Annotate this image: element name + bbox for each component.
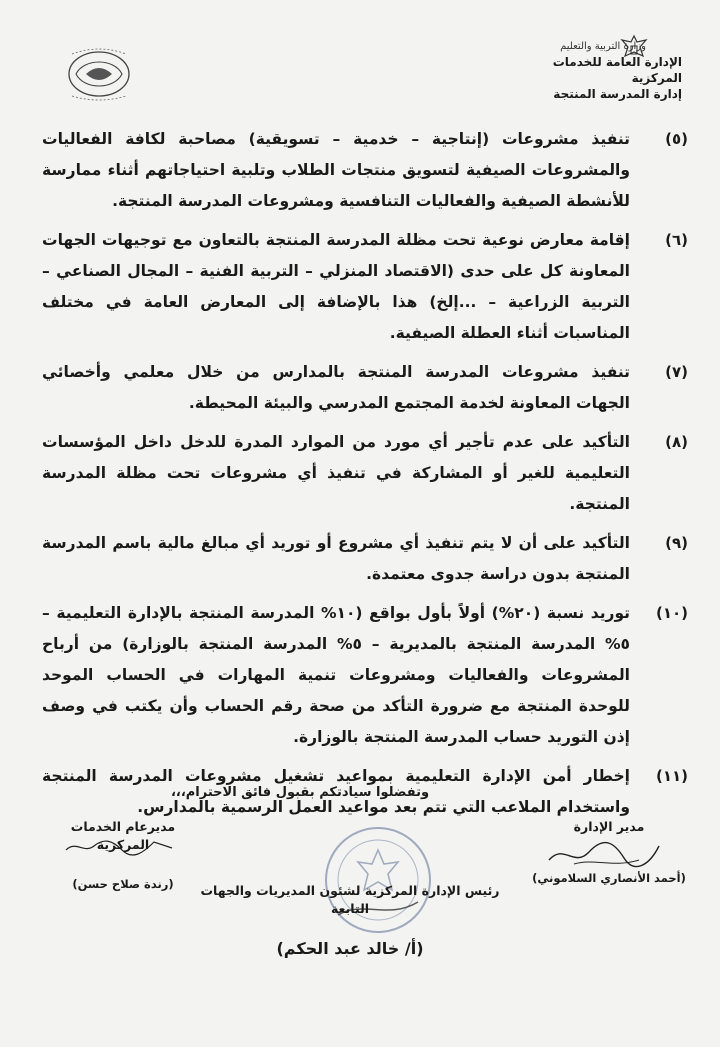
clause-text: إخطار أمن الإدارة التعليمية بمواعيد تشغيل مشروعات المدرسة المنتجة واستخدام الملاعب التي تتم بعد مواعيد العمل الرسمية بالمدارس. <box>42 767 630 816</box>
clause-7 <box>42 357 688 419</box>
clause-number: (٨) <box>665 433 688 451</box>
signature-title: مدير الإدارة <box>573 819 645 834</box>
signature-title: رئيس الإدارة المركزية لشئون المديريات والجهات التابعة <box>200 883 500 916</box>
department-name: إدارة المدرسة المنتجة <box>553 87 682 101</box>
letter-body <box>42 124 688 831</box>
clause-9 <box>42 528 688 590</box>
clause-number: (٩) <box>665 534 688 552</box>
closing-salutation: وتفضلوا سيادتكم بقبول فائق الاحترام،،، <box>170 785 430 800</box>
clause-5 <box>42 124 688 217</box>
clause-text: التأكيد على عدم تأجير أي مورد من الموارد المدرة للدخل داخل المؤسسات التعليمية للغير أو المشاركة في تنفيذ أي مشروعات تحت مظلة المدرسة المنتجة. <box>42 433 630 513</box>
clause-number: (١٠) <box>655 604 688 622</box>
signature-block-central-head <box>200 882 500 960</box>
clause-text: تنفيذ مشروعات (إنتاجية – خدمية – تسويقية) مصاحبة لكافة الفعاليات والمشروعات الصيفية لتسويق منتجات الطلاب وتلبية احتياجاتهم أثناء ممارسة للأنشطة الصيفية والفعاليات التنافسية ومشروعات المدرسة المنتجة. <box>42 130 630 210</box>
clause-number: (٧) <box>665 363 688 381</box>
clause-text: التأكيد على أن لا يتم تنفيذ أي مشروع أو توريد أي مبالغ مالية باسم المدرسة المنتجة بدون دراسة جدوى معتمدة. <box>42 534 630 583</box>
signature-block-general-manager <box>48 818 198 892</box>
handwritten-signature-icon <box>544 838 664 872</box>
signature-name: (أ/ خالد عبد الحكم) <box>276 939 424 958</box>
clause-number: (٦) <box>665 231 688 249</box>
clause-10 <box>42 598 688 753</box>
signature-block-director <box>524 818 694 886</box>
clause-text: تنفيذ مشروعات المدرسة المنتجة بالمدارس من خلال معلمي وأخصائي الجهات المعاونة لخدمة المجتمع المدرسي والبيئة المحيطة. <box>42 363 630 412</box>
signature-title: مديرعام الخدمات المركزية <box>70 819 176 852</box>
eagle-emblem-icon <box>616 34 652 64</box>
clause-text: إقامة معارض نوعية تحت مظلة المدرسة المنتجة بالتعاون مع توجيهات الجهات المعاونة كل على حدى (الاقتصاد المنزلي – التربية الفنية – المجال الصناعي – التربية الزراعية – ...إلخ) هذا بالإضافة إلى المعارض العامة في مختلف المناسبات أثناء العطلة الصيفية. <box>42 231 630 342</box>
clause-number: (١١) <box>655 767 688 785</box>
department-general: الإدارة العامة للخدمات المركزية <box>552 55 682 85</box>
handwritten-signature-icon <box>62 836 182 858</box>
signature-name: (رندة صلاح حسن) <box>72 877 174 891</box>
ministry-name: وزارة التربية والتعليم <box>560 41 646 52</box>
clause-text: توريد نسبة (٢٠%) أولاً بأول بواقع (١٠% المدرسة المنتجة بالإدارة التعليمية – ٥% المدرسة المنتجة بالمديرية – ٥% المدرسة المنتجة بالوزارة) من أرباح المشروعات والفعاليات ومشروعات تنمية المهارات في الحساب الموحد للوحدة المنتجة مع ضرورة التأكد من صحة رقم الحساب وأن يكتب في وصف إذن التوريد حساب المدرسة المنتجة بالوزارة. <box>42 604 631 746</box>
clause-6 <box>42 225 688 349</box>
signature-name: (أحمد الأنصاري السلاموني) <box>532 871 686 885</box>
clause-number: (٥) <box>665 130 688 148</box>
letterhead <box>502 34 682 102</box>
clause-8 <box>42 427 688 520</box>
productive-school-logo-icon <box>62 44 136 104</box>
